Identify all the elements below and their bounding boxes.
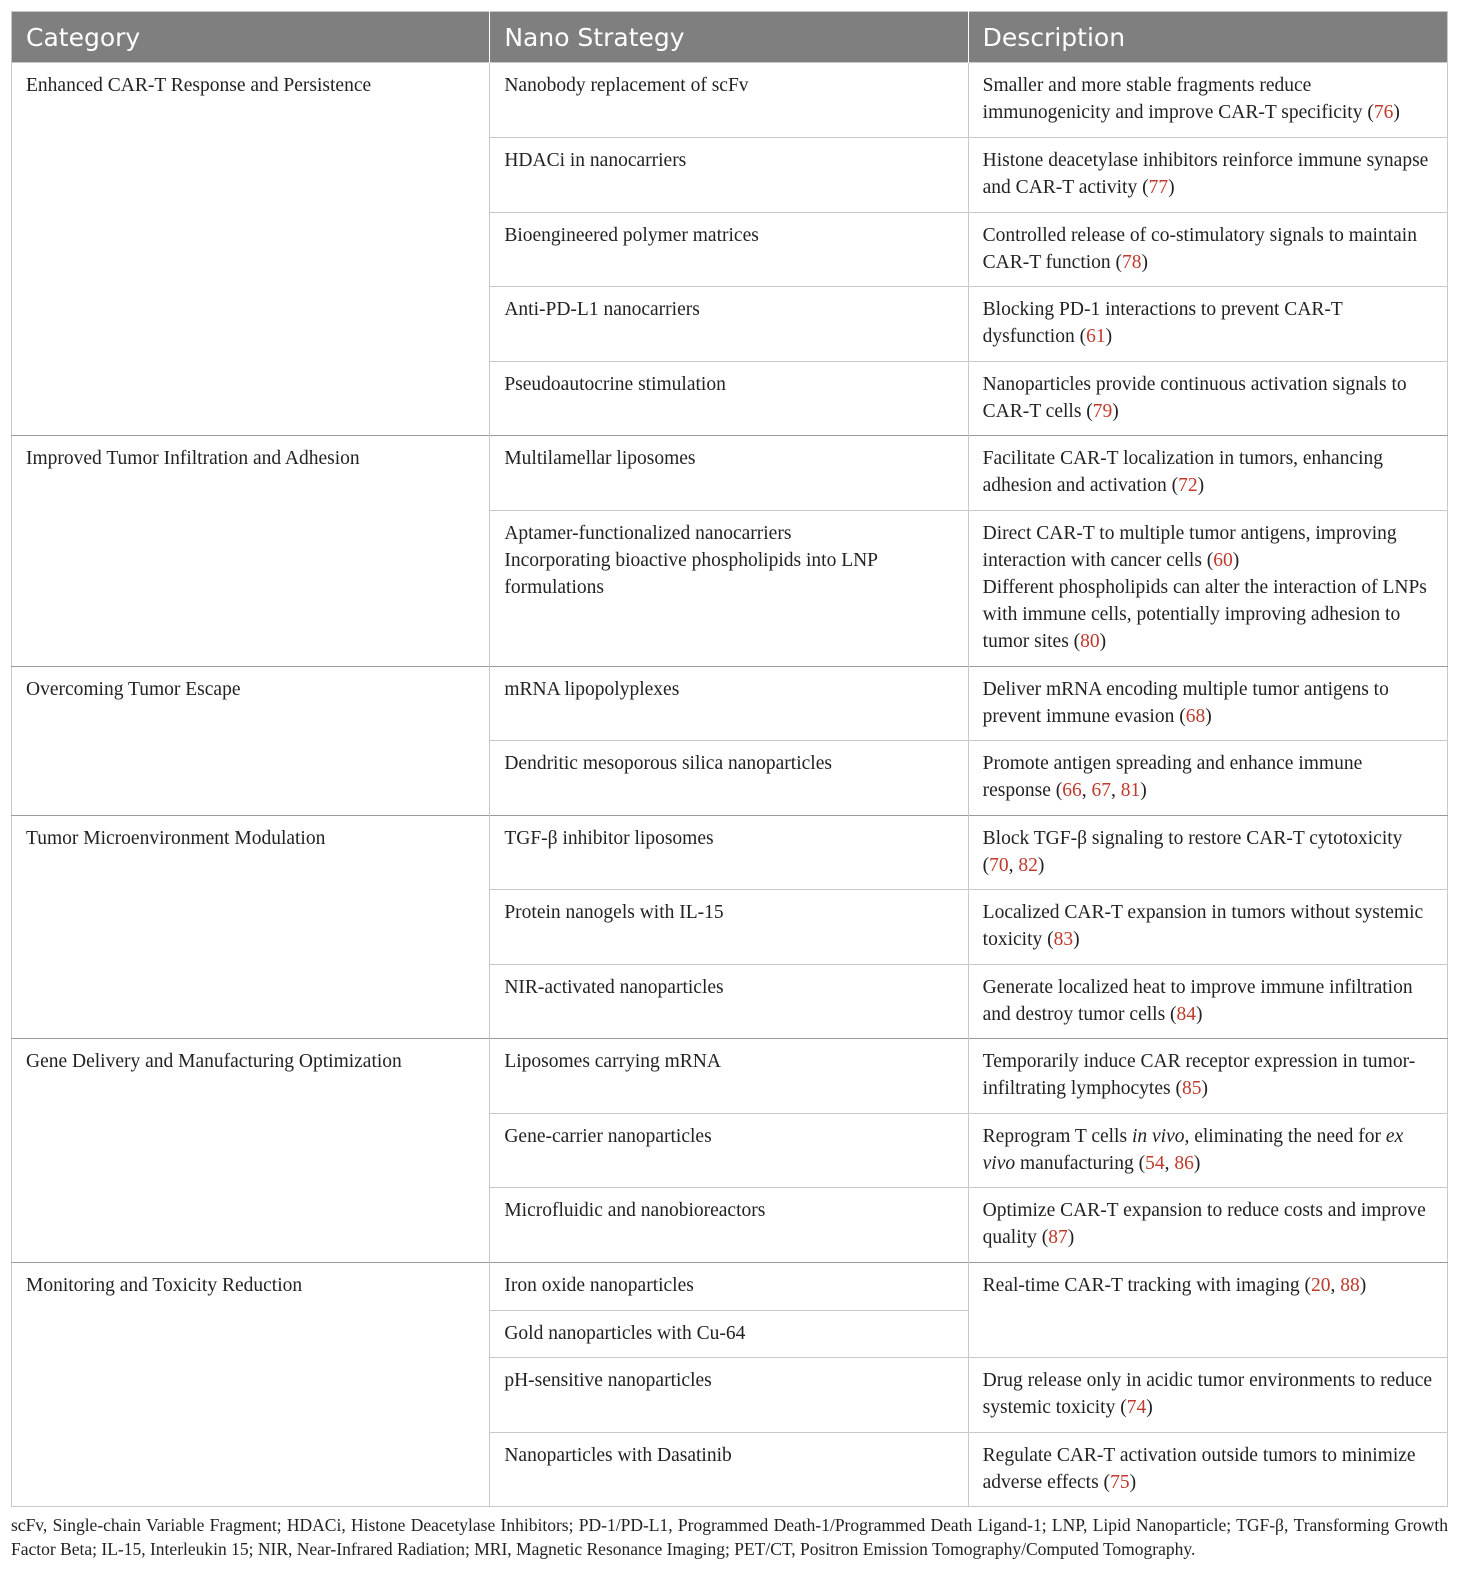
description-text: Deliver mRNA encoding multiple tumor antigens to prevent immune evasion ( [982, 679, 1389, 727]
description-text: ) [1359, 1275, 1367, 1296]
reference-link[interactable]: 75 [1110, 1472, 1130, 1493]
reference-link[interactable]: 61 [1086, 326, 1106, 347]
strategy-text: NIR-activated nanoparticles [504, 977, 724, 998]
strategy-cell [490, 436, 968, 511]
table-row [12, 816, 1448, 890]
description-cell [968, 213, 1447, 287]
reference-link[interactable]: 60 [1213, 550, 1233, 571]
strategy-text: Nanoparticles with Dasatinib [504, 1445, 732, 1466]
reference-link[interactable]: 66 [1062, 780, 1082, 801]
description-text: manufacturing ( [1015, 1153, 1146, 1174]
reference-link[interactable]: 80 [1080, 631, 1100, 652]
description-text: Blocking PD-1 interactions to prevent CAR-T dysfunction ( [982, 299, 1343, 347]
description-text: ) [1129, 1472, 1137, 1493]
description-text: , [1081, 780, 1092, 801]
description-text: Regulate CAR-T activation outside tumors to minimize adverse effects ( [982, 1445, 1416, 1493]
table-row [12, 1263, 1448, 1311]
description-text: ) [1105, 326, 1113, 347]
description-text: Direct CAR-T to multiple tumor antigens, improving interaction with cancer cells ( [982, 523, 1397, 571]
strategy-cell [490, 890, 968, 965]
reference-link[interactable]: 67 [1091, 780, 1112, 801]
description-text: ) [1168, 177, 1175, 198]
reference-link[interactable]: 54 [1145, 1153, 1165, 1174]
strategy-text: Bioengineered polymer matrices [504, 225, 759, 246]
description-cell [968, 1433, 1447, 1507]
strategy-cell [490, 816, 968, 890]
strategy-cell [490, 138, 968, 213]
description-cell [968, 1263, 1447, 1358]
strategy-cell [490, 1311, 968, 1358]
strategy-text: mRNA lipopolyplexes [504, 679, 680, 700]
strategy-cell [490, 1263, 968, 1311]
category-cell: Gene Delivery and Manufacturing Optimization [12, 1039, 490, 1263]
table-header [12, 12, 1448, 63]
description-cell [968, 63, 1447, 138]
description-text: Promote antigen spreading and enhance immune response ( [982, 753, 1363, 801]
strategy-cell [490, 287, 968, 362]
reference-link[interactable]: 74 [1126, 1397, 1147, 1418]
reference-link[interactable]: 83 [1053, 929, 1074, 950]
header-nano-strategy: Nano Strategy [490, 12, 968, 63]
reference-link[interactable]: 81 [1120, 780, 1141, 801]
reference-link[interactable]: 87 [1048, 1227, 1068, 1248]
description-text: Temporarily induce CAR receptor expression in tumor-infiltrating lymphocytes ( [982, 1051, 1416, 1099]
description-text: Nanoparticles provide continuous activation signals to CAR-T cells ( [982, 374, 1407, 422]
description-cell [968, 287, 1447, 362]
description-cell [968, 1188, 1447, 1263]
description-cell [968, 362, 1447, 436]
reference-link[interactable]: 76 [1373, 102, 1394, 123]
table-container [11, 11, 1448, 1507]
strategy-text: Gene-carrier nanoparticles [504, 1126, 712, 1147]
category-cell: Tumor Microenvironment Modulation [12, 816, 490, 1039]
reference-link[interactable]: 82 [1018, 855, 1038, 876]
description-text: Optimize CAR-T expansion to reduce costs and improve quality ( [982, 1200, 1426, 1248]
table-row [12, 1039, 1448, 1114]
description-text: ) [1141, 252, 1149, 273]
description-cell [968, 741, 1447, 816]
description-cell [968, 1039, 1447, 1114]
strategy-cell [490, 965, 968, 1039]
description-cell [968, 1358, 1447, 1433]
description-text: ) [1205, 706, 1212, 727]
description-cell [968, 890, 1447, 965]
table-row [12, 436, 1448, 511]
table-footnote: scFv, Single-chain Variable Fragment; HDACi, Histone Deacetylase Inhibitors; PD-1/PD-L1, Programmed Death-1/Programmed Death Ligand-1; LNP, Lipid Nanoparticle; TGF-β, Transforming Growth Factor Beta; IL-15, Interleukin 15; NIR, Near-Infrared Radiation; MRI, Magnetic Resonance Imaging; PET/CT, Positron Emission Tomography/Computed Tomography. [11, 1515, 1448, 1559]
description-text: Smaller and more stable fragments reduce immunogenicity and improve CAR-T specificity ( [982, 75, 1374, 123]
strategy-text: pH-sensitive nanoparticles [504, 1370, 712, 1391]
description-text: ) [1201, 1078, 1208, 1099]
description-text: Block TGF-β signaling to restore CAR-T cytotoxicity ( [982, 828, 1403, 876]
reference-link[interactable]: 85 [1181, 1078, 1202, 1099]
description-text: ) [1067, 1227, 1075, 1248]
description-cell [968, 816, 1447, 890]
description-text: ) [1037, 855, 1045, 876]
category-cell: Overcoming Tumor Escape [12, 667, 490, 816]
description-text: Controlled release of co-stimulatory signals to maintain CAR-T function ( [982, 225, 1417, 273]
description-text: , eliminating the need for [1184, 1126, 1386, 1147]
description-text: ) [1146, 1397, 1153, 1418]
description-text: Localized CAR-T expansion in tumors without systemic toxicity ( [982, 902, 1424, 950]
description-text: Drug release only in acidic tumor environments to reduce systemic toxicity ( [982, 1370, 1433, 1418]
description-cell [968, 138, 1447, 213]
reference-link[interactable]: 72 [1178, 475, 1198, 496]
strategy-cell [490, 1039, 968, 1114]
strategy-cell [490, 63, 968, 138]
strategy-text: Incorporating bioactive phospholipids into LNP formulations [504, 550, 878, 598]
description-text: Facilitate CAR-T localization in tumors, enhancing adhesion and activation ( [982, 448, 1384, 496]
strategy-cell [490, 1433, 968, 1507]
description-text: , [1111, 780, 1121, 801]
italic-text: in vivo [1131, 1126, 1185, 1147]
table-row [12, 63, 1448, 138]
strategy-cell [490, 1114, 968, 1188]
description-text: ) [1112, 401, 1119, 422]
header-description: Description [968, 12, 1447, 63]
strategy-text: TGF-β inhibitor liposomes [504, 828, 714, 849]
reference-link[interactable]: 79 [1092, 401, 1113, 422]
category-cell: Improved Tumor Infiltration and Adhesion [12, 436, 490, 667]
strategy-text: Multilamellar liposomes [504, 448, 696, 469]
description-text: , [1164, 1153, 1175, 1174]
description-cell [968, 436, 1447, 511]
reference-link[interactable]: 68 [1185, 706, 1206, 727]
category-cell: Monitoring and Toxicity Reduction [12, 1263, 490, 1507]
description-cell [968, 667, 1447, 741]
strategy-cell [490, 1358, 968, 1433]
strategy-cell [490, 362, 968, 436]
description-cell [968, 511, 1447, 667]
description-text: ) [1197, 475, 1205, 496]
description-text: ) [1193, 1153, 1201, 1174]
strategy-cell [490, 741, 968, 816]
description-cell [968, 965, 1447, 1039]
strategy-text: Dendritic mesoporous silica nanoparticles [504, 753, 832, 774]
description-text: ) [1196, 1004, 1203, 1025]
description-text: ) [1232, 550, 1240, 571]
reference-link[interactable]: 78 [1122, 252, 1142, 273]
nano-strategies-table [11, 11, 1448, 1507]
description-text: Histone deacetylase inhibitors reinforce immune synapse and CAR-T activity ( [982, 150, 1429, 198]
description-text: Reprogram T cells [982, 1126, 1132, 1147]
header-row [12, 12, 1448, 63]
description-text: , [1008, 855, 1019, 876]
strategy-text: Gold nanoparticles with Cu-64 [504, 1323, 746, 1344]
strategy-cell [490, 1188, 968, 1263]
italic-text: ex vivo [982, 1126, 1404, 1174]
description-text: ) [1073, 929, 1080, 950]
description-text: Generate localized heat to improve immune infiltration and destroy tumor cells ( [982, 977, 1413, 1025]
strategy-cell [490, 213, 968, 287]
table-body [12, 63, 1448, 1507]
strategy-cell [490, 511, 968, 667]
strategy-text: Liposomes carrying mRNA [504, 1051, 721, 1072]
description-text: Real-time CAR-T tracking with imaging ( [982, 1275, 1312, 1296]
strategy-text: Iron oxide nanoparticles [504, 1275, 694, 1296]
reference-link[interactable]: 88 [1340, 1275, 1360, 1296]
reference-link[interactable]: 20 [1311, 1275, 1331, 1296]
description-text: ) [1099, 631, 1107, 652]
strategy-text: Anti-PD-L1 nanocarriers [504, 299, 700, 320]
category-cell: Enhanced CAR-T Response and Persistence [12, 63, 490, 436]
reference-link[interactable]: 70 [989, 855, 1009, 876]
header-category: Category [12, 12, 490, 63]
strategy-text: HDACi in nanocarriers [504, 150, 687, 171]
strategy-text: Aptamer-functionalized nanocarriers [504, 523, 792, 544]
strategy-text: Nanobody replacement of scFv [504, 75, 749, 96]
reference-link[interactable]: 84 [1176, 1004, 1197, 1025]
description-text: , [1330, 1275, 1341, 1296]
description-cell [968, 1114, 1447, 1188]
description-text: Different phospholipids can alter the interaction of LNPs with immune cells, potentially improving adhesion to tumor sites ( [982, 577, 1427, 652]
strategy-text: Protein nanogels with IL-15 [504, 902, 724, 923]
strategy-text: Microfluidic and nanobioreactors [504, 1200, 766, 1221]
description-text: ) [1140, 780, 1147, 801]
table-row [12, 667, 1448, 741]
description-text: ) [1393, 102, 1400, 123]
reference-link[interactable]: 77 [1148, 177, 1169, 198]
strategy-text: Pseudoautocrine stimulation [504, 374, 726, 395]
strategy-cell [490, 667, 968, 741]
reference-link[interactable]: 86 [1174, 1153, 1194, 1174]
